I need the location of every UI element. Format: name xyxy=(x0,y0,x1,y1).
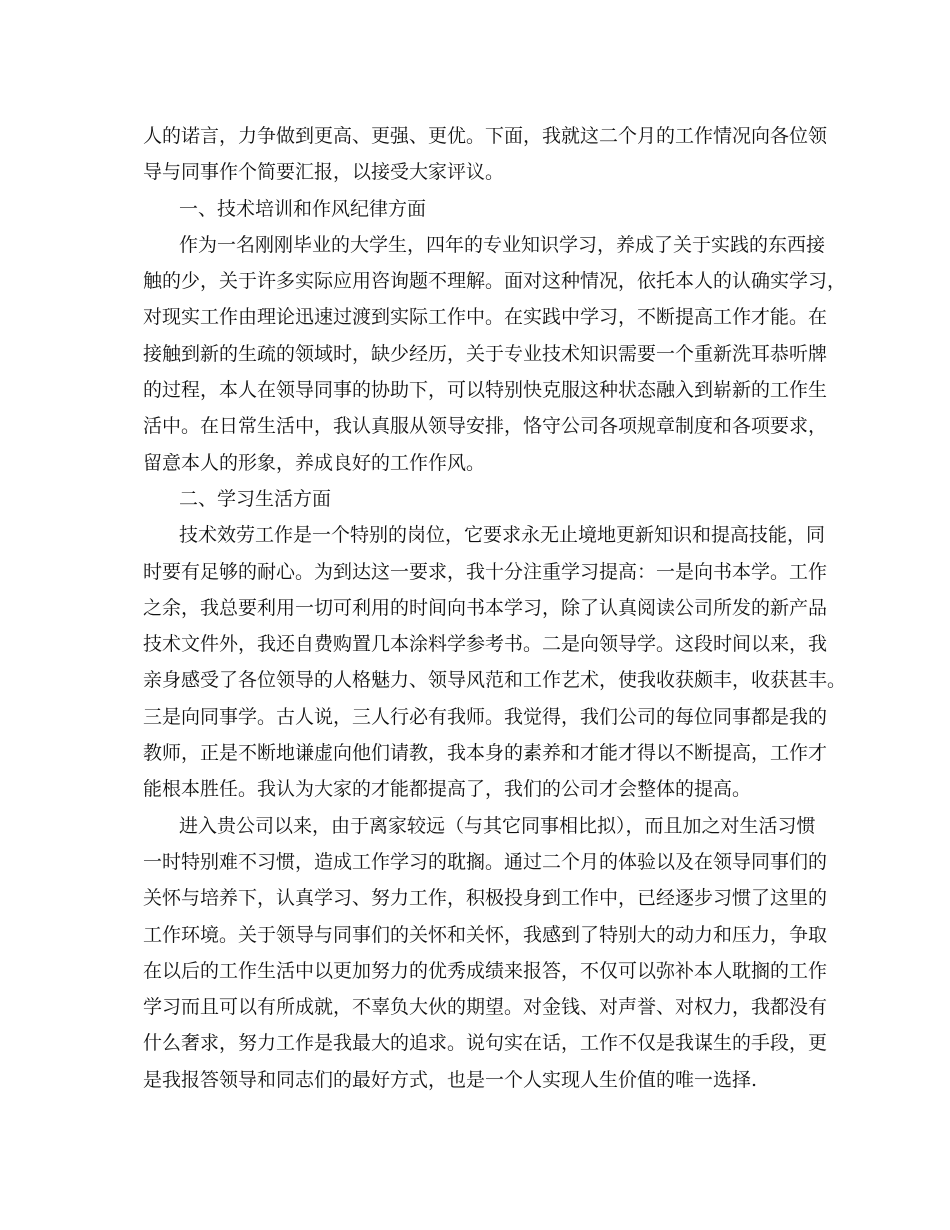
text-line: 时要有足够的耐心。为到达这一要求，我十分注重学习提高：一是向书本学。工作 xyxy=(143,560,828,583)
text-line: 教师，正是不断地谦虚向他们请教，我本身的素养和才能才得以不断提高，工作才 xyxy=(143,742,828,765)
text-line: 触的少，关于许多实际应用咨询题不理解。面对这种情况，依托本人的认确实学习， xyxy=(143,270,847,293)
text-line: 人的诺言，力争做到更高、更强、更优。下面，我就这二个月的工作情况向各位领 xyxy=(143,125,828,147)
text-line: 对现实工作由理论迅速过渡到实际工作中。在实践中学习，不断提高工作才能。在 xyxy=(143,306,828,329)
document-body xyxy=(143,118,847,1098)
text-line: 留意本人的形象，养成良好的工作作风。 xyxy=(143,451,486,474)
text-line: 技术文件外，我还自费购置几本涂料学参考书。二是向领导学。这段时间以来，我 xyxy=(143,633,828,656)
text-line: 工作环境。关于领导与同事们的关怀和关怀，我感到了特别大的动力和压力，争取 xyxy=(143,923,828,946)
text-line: 学习而且可以有所成就，不辜负大伙的期望。对金钱、对声誉、对权力，我都没有 xyxy=(143,996,828,1019)
text-line: 进入贵公司以来，由于离家较远（与其它同事相比拟），而且加之对生活习惯 xyxy=(179,814,816,837)
text-line: 关怀与培养下，认真学习、努力工作，积极投身到工作中，已经逐步习惯了这里的 xyxy=(143,887,828,910)
text-line: 什么奢求，努力工作是我最大的追求。说句实在话，工作不仅是我谋生的手段，更 xyxy=(143,1032,828,1055)
text-line: 三是向同事学。古人说，三人行必有我师。我觉得，我们公司的每位同事都是我的 xyxy=(143,705,828,728)
text-line: 是我报答领导和同志们的最好方式，也是一个人实现人生价值的唯一选择. xyxy=(143,1068,758,1091)
text-line: 能根本胜任。我认为大家的才能都提高了，我们的公司才会整体的提高。 xyxy=(143,778,752,801)
text-line: 技术效劳工作是一个特别的岗位，它要求永无止境地更新知识和提高技能，同 xyxy=(179,524,826,547)
text-line: 的过程，本人在领导同事的协助下，可以特别快克服这种状态融入到崭新的工作生 xyxy=(143,379,828,402)
text-line: 一时特别难不习惯，造成工作学习的耽搁。通过二个月的体验以及在领导同事们的 xyxy=(143,850,828,873)
text-line: 在以后的工作生活中以更加努力的优秀成绩来报答，不仅可以弥补本人耽搁的工作 xyxy=(143,959,828,982)
text-line: 作为一名刚刚毕业的大学生，四年的专业知识学习，养成了关于实践的东西接 xyxy=(179,233,826,256)
text-line: 接触到新的生疏的领域时，缺少经历，关于专业技术知识需要一个重新洗耳恭听牌 xyxy=(143,342,828,365)
text-line: 导与同事作个简要汇报，以接受大家评议。 xyxy=(143,161,505,184)
section-heading: 一、技术培训和作风纪律方面 xyxy=(179,197,427,220)
section-heading: 二、学习生活方面 xyxy=(179,487,332,510)
text-line: 之余，我总要利用一切可利用的时间向书本学习，除了认真阅读公司所发的新产品 xyxy=(143,596,828,619)
text-line: 亲身感受了各位领导的人格魅力、领导风范和工作艺术，使我收获颇丰，收获甚丰。 xyxy=(143,669,847,692)
text-line: 活中。在日常生活中，我认真服从领导安排，恪守公司各项规章制度和各项要求， xyxy=(143,415,828,438)
